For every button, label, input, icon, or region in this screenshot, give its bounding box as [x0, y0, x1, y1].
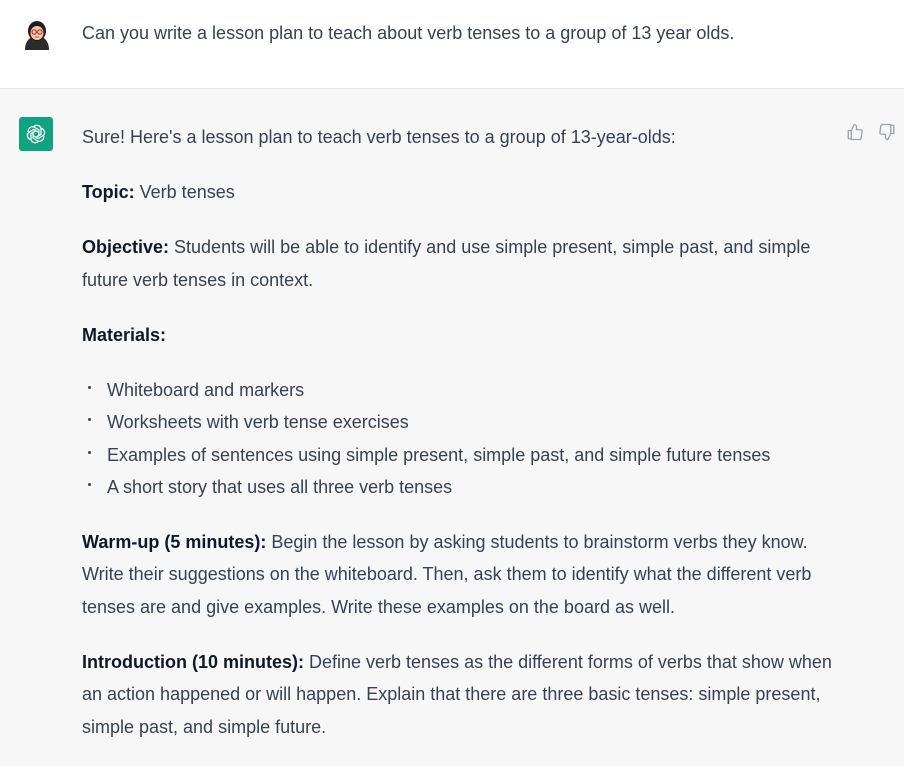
materials-list — [82, 374, 842, 504]
user-message-text: Can you write a lesson plan to teach about verb tenses to a group of 13 year olds. — [82, 23, 735, 43]
assistant-message-row — [0, 89, 904, 737]
objective-text: Students will be able to identify and use simple present, simple past, and simple future verb tenses in context. — [82, 237, 811, 290]
assistant-message-content — [82, 121, 842, 766]
list-item: Examples of sentences using simple present, simple past, and simple future tenses — [82, 439, 842, 472]
introduction-label: Introduction (10 minutes): — [82, 651, 304, 672]
list-item: A short story that uses all three verb tenses — [82, 471, 842, 504]
openai-logo-icon — [19, 117, 53, 151]
user-message-row — [0, 0, 904, 89]
warmup-label: Warm-up (5 minutes): — [82, 531, 267, 552]
warmup-paragraph — [82, 526, 842, 624]
warmup-text: Begin the lesson by asking students to brainstorm verbs they know. Write their suggestions on the whiteboard. Then, ask them to identify what the different verb tenses are and give examples. Write these examples on the board as well. — [82, 531, 812, 617]
objective-paragraph — [82, 231, 842, 296]
topic-paragraph — [82, 176, 842, 209]
list-item: Worksheets with verb tense exercises — [82, 406, 842, 439]
introduction-text: Define verb tenses as the different forms of verbs that show when an action happened or will happen. Explain that there are three basic tenses: simple present, simple past, and simple future. — [82, 651, 832, 737]
thumbs-down-icon[interactable] — [878, 123, 896, 141]
materials-heading — [82, 319, 842, 352]
intro-paragraph: Sure! Here's a lesson plan to teach verb tenses to a group of 13-year-olds: — [82, 127, 676, 147]
introduction-paragraph — [82, 646, 842, 744]
objective-label: Objective: — [82, 237, 170, 257]
topic-label: Topic: — [82, 182, 135, 202]
list-item: Whiteboard and markers — [82, 374, 842, 407]
user-avatar-icon — [19, 16, 55, 52]
thumbs-up-icon[interactable] — [846, 123, 864, 141]
materials-label: Materials: — [82, 324, 167, 345]
feedback-buttons — [846, 123, 896, 141]
topic-text: Verb tenses — [134, 182, 235, 202]
